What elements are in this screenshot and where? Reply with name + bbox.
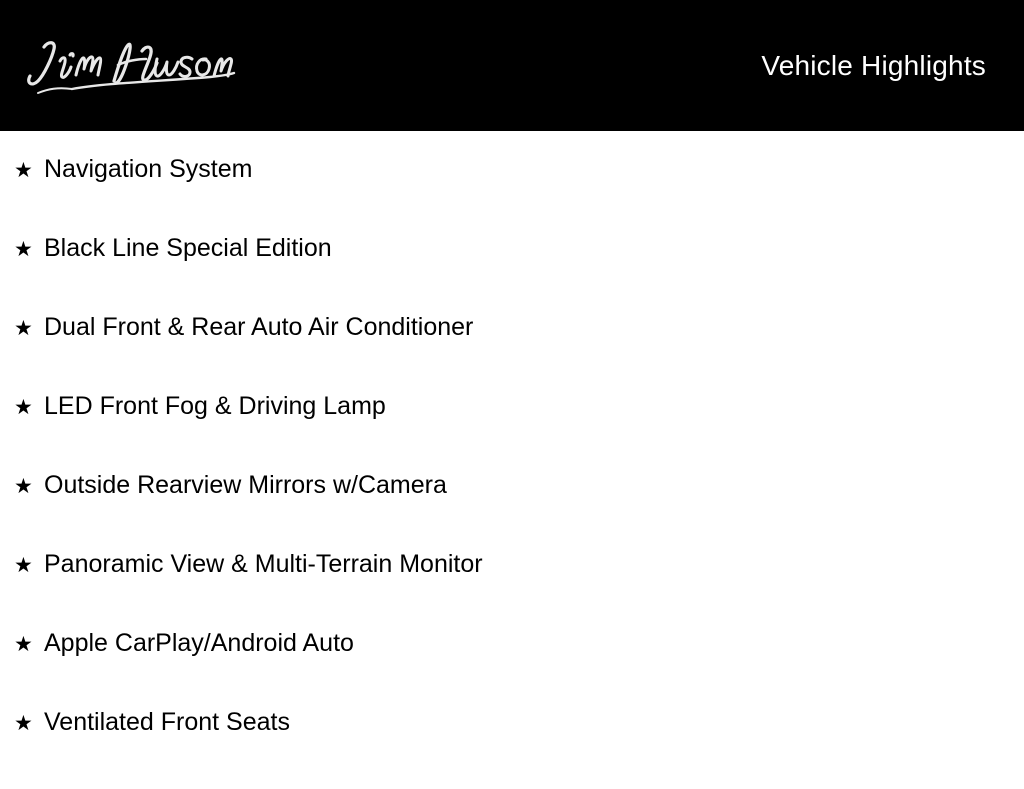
highlight-label: Apple CarPlay/Android Auto: [44, 629, 354, 657]
highlight-label: Ventilated Front Seats: [44, 708, 290, 736]
star-icon: ★: [14, 317, 33, 340]
highlight-label: Panoramic View & Multi-Terrain Monitor: [44, 550, 483, 578]
star-icon: ★: [14, 475, 33, 498]
star-icon: ★: [14, 396, 33, 419]
highlight-label: Navigation System: [44, 155, 253, 183]
list-item: [0, 315, 1024, 394]
list-item: [0, 631, 1024, 710]
highlight-label: LED Front Fog & Driving Lamp: [44, 392, 386, 420]
list-item: [0, 552, 1024, 631]
star-icon: ★: [14, 554, 33, 577]
list-item: [0, 710, 1024, 789]
highlight-label: Dual Front & Rear Auto Air Conditioner: [44, 313, 474, 341]
star-icon: ★: [14, 238, 33, 261]
star-icon: ★: [14, 712, 33, 735]
list-item: [0, 394, 1024, 473]
jim-hudson-logo: [14, 26, 264, 106]
header-bar: [0, 0, 1024, 131]
list-item: [0, 473, 1024, 552]
star-icon: ★: [14, 633, 33, 656]
highlight-label: Outside Rearview Mirrors w/Camera: [44, 471, 447, 499]
star-icon: ★: [14, 159, 33, 182]
vehicle-highlights-list: [0, 131, 1024, 789]
list-item: [0, 236, 1024, 315]
list-item: [0, 157, 1024, 236]
highlight-label: Black Line Special Edition: [44, 234, 332, 262]
page-title: Vehicle Highlights: [761, 49, 986, 81]
